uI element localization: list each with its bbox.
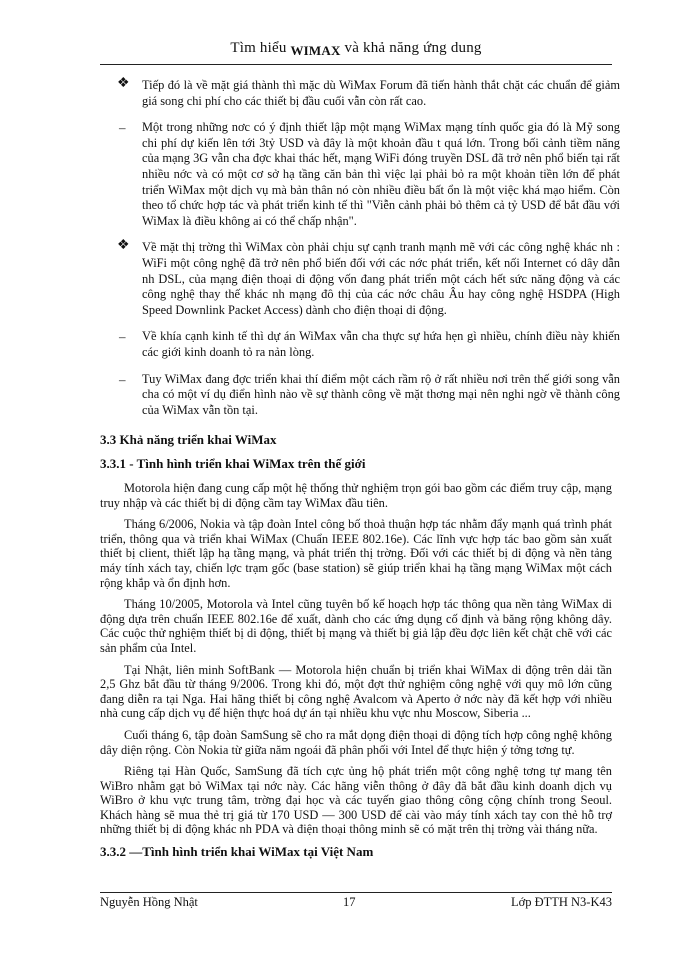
footer-class: Lớp ĐTTH N3-K43 [510,895,612,909]
list-item-text: Tuy WiMax đang đợc triển khai thí điểm một cách rầm rộ ở rất nhiều nơi trên thế giới song vẫn cha có một ví dụ điển hình nào về sự thành công về mặt thơng mại nên nghi ngờ về thành công của WiMax vẫn tồn tại. [142,371,620,417]
diamond-bullet-icon: ❖ [117,76,130,91]
footer-divider [100,892,612,893]
header-brand: WIMAX [290,43,341,58]
paragraph: Cuối tháng 6, tập đoàn SamSung sẽ cho ra mắt dọng điện thoại di động tích hợp công nghệ không dây diện rộng. Còn Nokia từ giữa năm ngoái đã phân phối với Intel để thực hiện ý tởng tơng tự. [100,727,612,757]
dash-bullet-icon: – [119,120,126,136]
list-item-text: Về khía cạnh kinh tế thì dự án WiMax vẫn cha thực sự hứa hẹn gì nhiều, chính điều này khiến các giới kinh doanh tỏ ra nản lòng. [142,329,620,359]
footer-author: Nguyễn Hồng Nhật [100,895,198,909]
list-item-text: Tiếp đó là về mặt giá thành thì mặc dù WiMax Forum đã tiến hành thắt chặt các chuẩn để giảm giá song chi phí cho các thiết bị đầu cuối vẫn còn rất cao. [142,78,620,108]
list-item-text: Một trong những nơc có ý định thiết lập một mạng WiMax mạng tính quốc gia đó là Mỹ song chi phí dự kiến lên tới 3tỷ USD và đây là một khoản đầu t quá lớn. Trong bối cảnh tiềm năng của mạng 3G vẫn cha đợc khai thác hết, mạng WiFi đóng truyền DSL đã trở nên phổ biến tại rất nhiều nớc và có một cơ sở hạ tầng căn bản thì việc lại phải bỏ ra một khoản tiền lớn để phát triển WiMax một dịch vụ mà bản thân nó còn nhiều điều bất ổn là một việc khá mạo hiểm. Còn theo tổ chức hợp tác và phát triển kinh tế thì "Viễn cảnh phải bỏ thêm cả tỷ USD để bắt đầu với WiMax là điều không ai có thể chấp nhận". [142,120,620,228]
list-item [115,78,620,109]
list-item [115,372,620,419]
section-body [100,481,612,837]
header-title-after: và khả năng ứng dung [340,40,482,56]
list-item [115,240,620,318]
header-title-before: Tìm hiểu [230,40,291,56]
section-3-3 [100,432,612,860]
list-item [115,329,620,360]
dash-bullet-icon: – [119,371,126,387]
paragraph: Tháng 10/2005, Motorola và Intel cũng tuyên bố kế hoạch hợp tác thông qua nền tảng WiMax di động dựa trên chuẩn IEEE 802.16e để xuất, dành cho các ứng dụng cố định và băng rộng không dây. Các cuộc thử nghiệm thiết bị di động, thiết bị mạng và thiết bị giả lập đều đợc liên kết chặt chẽ với các sản phẩm của Intel. [100,597,612,655]
subsection-heading-3-3-2: 3.3.2 —Tình hình triển khai WiMax tại Việt Nam [100,844,374,860]
paragraph: Motorola hiện đang cung cấp một hệ thống thử nghiệm trọn gói bao gồm các điểm truy cập, mạng truy nhập và các thiết bị di động cầm tay WiMax đầu tiên. [100,481,612,510]
section-heading: 3.3 Khả năng triển khai WiMax [100,432,277,447]
paragraph: Riêng tại Hàn Quốc, SamSung đã tích cực ủng hộ phát triển một công nghệ tơng tự mang tên WiBro nhằm gạt bỏ WiMax tại nớc này. Các hãng viễn thông ở đây đã bắt đầu kinh doanh dịch vụ WiBro ở khu vực trung tâm, trờng đại học và các tuyến giao thông công cộng chính trong Seoul. Khách hàng sẽ mua thẻ trị giá từ 170 USD — 300 USD để cài vào máy tính xách tay con thẻ hỗ trợ những thiết bị di động khác nh PDA và điện thoại thông minh sẽ có mặt trên thị trờng vài tháng nữa. [100,764,612,837]
paragraph: Tại Nhật, liên minh SoftBank — Motorola hiện chuẩn bị triển khai WiMax di động trên dải tần 2,5 Ghz bắt đầu từ tháng 9/2006. Trong khi đó, một đợt thử nghiệm công nghệ với quy mô lớn cũng đang diễn ra tại Nga. Hai hãng thiết bị công nghệ Avalcom và Aperto ở nớc này đã kết hợp với nhiều nhà cung cấp dịch vụ để hiện thực hoá dự án tại nhiều khu vực nhu Moscow, Siberia ... [100,662,612,721]
diamond-bullet-icon: ❖ [117,238,130,254]
header-divider [100,64,612,65]
list-item [115,120,620,229]
bullet-list [115,78,620,429]
dash-bullet-icon: – [119,329,126,345]
paragraph: Tháng 6/2006, Nokia và tập đoàn Intel công bố thoả thuận hợp tác nhằm đẩy mạnh quá trình phát triển, thông qua và triển khai WiMax (Chuẩn IEEE 802.16e). Các lĩnh vực hợp tác bao gồm sản xuất thiết bị client, thiết lập hạ tầng mạng, và phát triển thị trờng. Đối với các thiết bị di động và nền tảng máy tính xách tay, chiến lợc trạm gốc (base station) sẽ giúp triển khai hạ tầng mạng WiMax một cách rộng khắp và ổn định hơn. [100,517,612,590]
subsection-heading-3-3-1: 3.3.1 - Tình hình triển khai WiMax trên thế giới [100,456,366,471]
page-header [100,40,612,57]
page-number: 17 [343,895,356,909]
list-item-text: Về mặt thị trờng thì WiMax còn phải chịu sự cạnh tranh mạnh mẽ với các công nghệ khác nh : WiFi một công nghệ đã trở nên phổ biến đối với các nớc phát triển, kết nối Internet có dây dẫn nh DSL, của mạng điện thoại di động vốn đang phát triển một cách hết sức năng động và các công nghệ thay thế khác nh mạng đô thị của các nớc châu Âu hay công nghệ HSDPA (High Speed Downlink Packet Access) dành cho điện thoại di động. [142,240,620,317]
